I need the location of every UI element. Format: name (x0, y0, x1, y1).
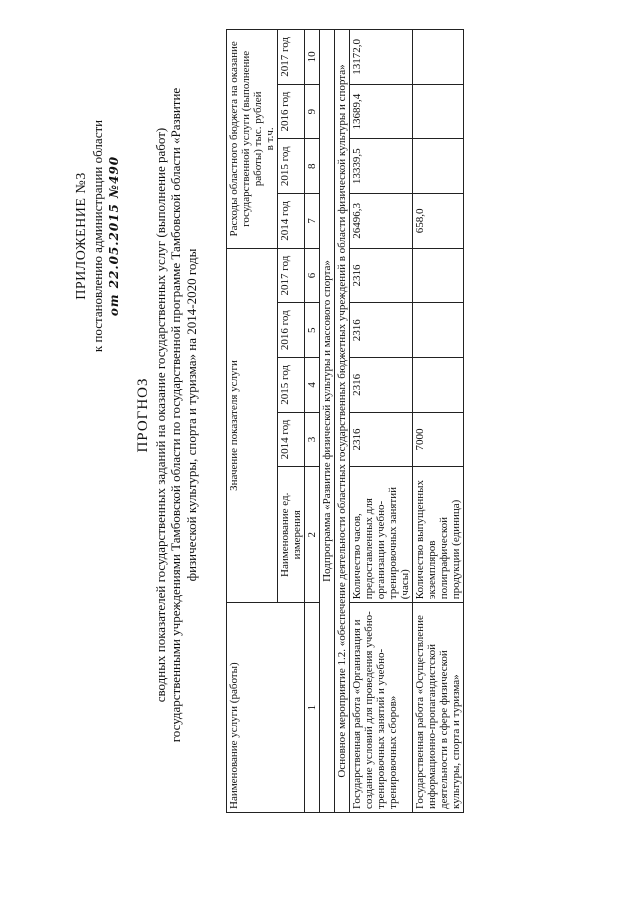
header-year: 2014 год (278, 194, 305, 249)
cost-value: 658,0 (413, 194, 464, 249)
cost-value (413, 30, 464, 85)
main-event-title: Основное мероприятие 1.2. «обеспечение деятельности областных государственных бюджетных учреждений в области физической культуры и спорта» (335, 30, 350, 813)
column-number: 4 (305, 358, 320, 413)
header-year: 2017 год (278, 30, 305, 85)
indicator-value: 2316 (350, 412, 413, 467)
header-year: 2015 год (278, 139, 305, 194)
forecast-table (226, 29, 464, 813)
indicator-value (413, 358, 464, 413)
indicator-value: 7000 (413, 412, 464, 467)
header-year: 2015 год (278, 358, 305, 413)
header-unit: Наименование ед. измерения (278, 467, 305, 603)
service-name: Государственная работа «Осуществление информационно-пропагандистской деятельности в сфере физической культуры, спорта и туризма» (413, 603, 464, 813)
document-heading (136, 65, 199, 765)
cost-value: 13339,5 (350, 139, 413, 194)
indicator-value: 2316 (350, 303, 413, 358)
column-number-row (305, 30, 320, 813)
unit-name: Количество часов, предоставленных для организации учебно-тренировочных занятий (часы) (350, 467, 413, 603)
column-number: 6 (305, 248, 320, 303)
indicator-value: 2316 (350, 358, 413, 413)
column-number: 9 (305, 84, 320, 139)
cost-value (413, 84, 464, 139)
column-number: 3 (305, 412, 320, 467)
cost-value: 26496,3 (350, 194, 413, 249)
appendix-resolution: к постановлению администрации области (90, 119, 105, 353)
subprogram-title: Подпрограмма «Развитие физической культуры и массового спорта» (320, 30, 335, 813)
column-number: 5 (305, 303, 320, 358)
header-row-1 (227, 30, 278, 813)
header-budget-group: Расходы областного бюджета на оказание государственной услуги (выполнение работы) тыс. рублей в т.ч. (227, 30, 278, 249)
header-year: 2016 год (278, 84, 305, 139)
indicator-value (413, 303, 464, 358)
unit-name: Количество выпущенных экземпляров полиграфической продукции (единица) (413, 467, 464, 603)
column-number: 7 (305, 194, 320, 249)
indicator-value (413, 248, 464, 303)
cost-value: 13689,4 (350, 84, 413, 139)
header-indicator-group: Значение показателя услуги (227, 248, 278, 603)
header-year: 2014 год (278, 412, 305, 467)
cost-value: 13172,0 (350, 30, 413, 85)
cost-value (413, 139, 464, 194)
heading-line-2: государственными учреждениями Тамбовской области по государственной программе Тамбовской области «Развитие (168, 87, 183, 743)
column-number: 10 (305, 30, 320, 85)
main-event-row (335, 30, 350, 813)
heading-line-3: физической культуры, спорта и туризма» на 2014-2020 годы (183, 248, 199, 582)
appendix-title: ПРИЛОЖЕНИЕ №3 (74, 172, 89, 300)
appendix-block (74, 86, 122, 386)
service-name: Государственная работа «Организация и создание условий для проведения учебно-тренировочных занятий и учебно-тренировочных сборов» (350, 603, 413, 813)
table-row (350, 30, 413, 813)
table-row (413, 30, 464, 813)
appendix-date-number: от 22.05.2015 №490 (107, 155, 121, 317)
heading-line-1: сводных показателей государственных заданий на оказание государственных услуг (выполнение работ) (152, 127, 168, 703)
header-year: 2017 год (278, 248, 305, 303)
header-year: 2016 год (278, 303, 305, 358)
column-number: 8 (305, 139, 320, 194)
column-number: 2 (305, 467, 320, 603)
indicator-value: 2316 (350, 248, 413, 303)
column-number: 1 (305, 603, 320, 813)
document-title: ПРОГНОЗ (135, 377, 151, 453)
subprogram-row (320, 30, 335, 813)
header-service: Наименование услуги (работы) (227, 603, 305, 813)
